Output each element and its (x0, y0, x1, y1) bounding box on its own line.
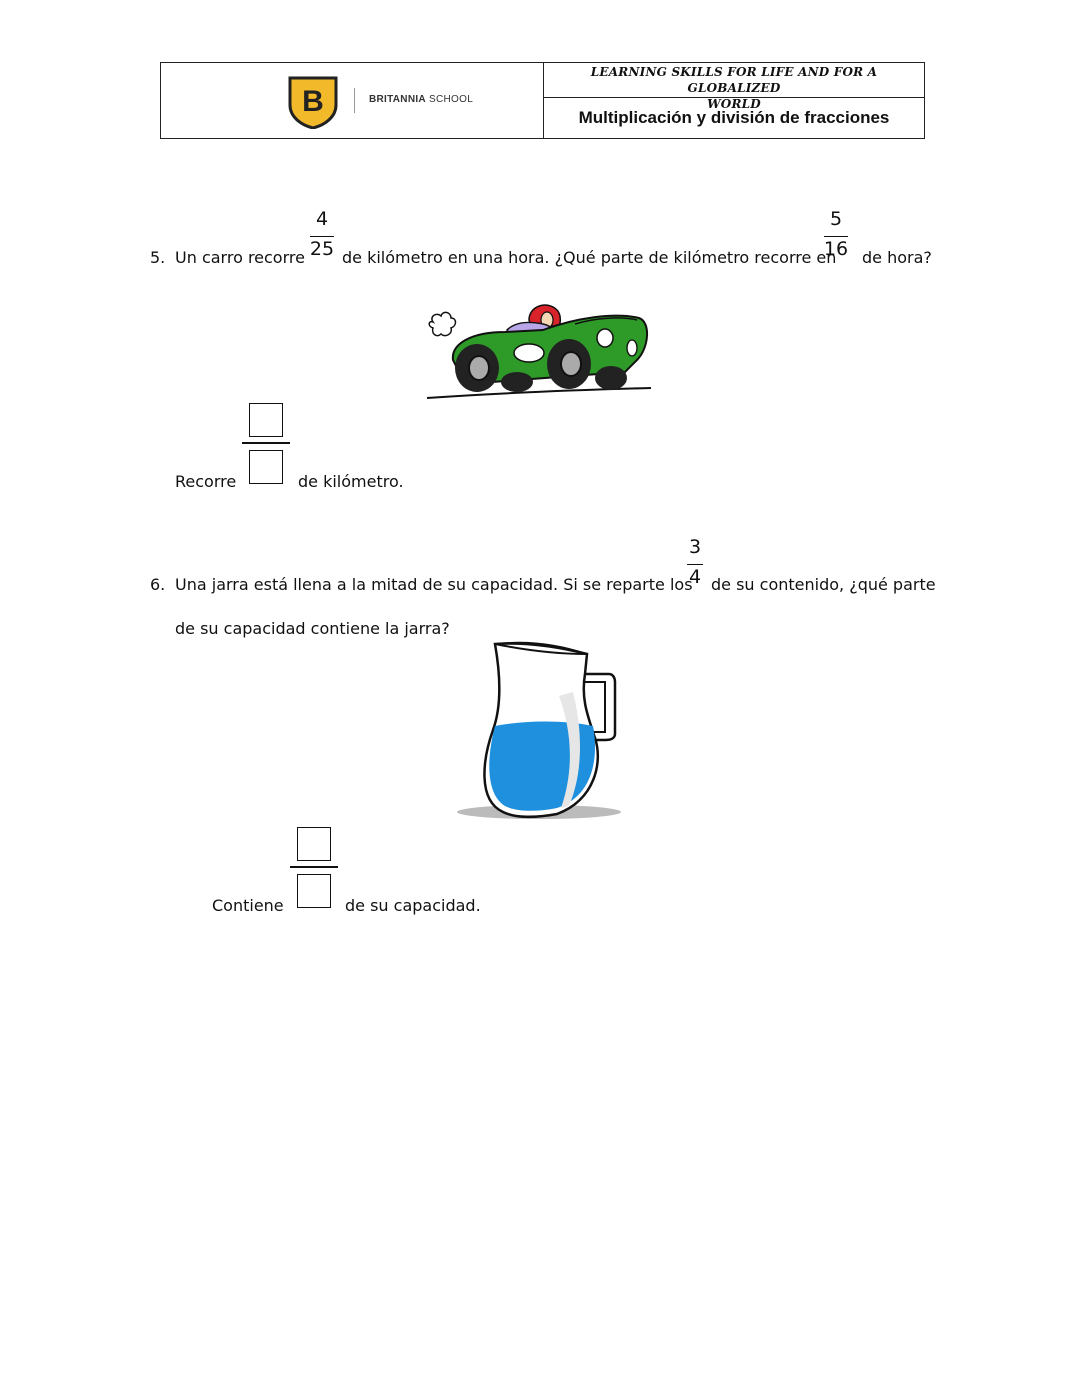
car-icon (425, 290, 655, 402)
q5-text-a: Un carro recorre (175, 248, 305, 267)
q5-frac1-denominator: 25 (309, 238, 335, 260)
brand-name (369, 94, 473, 105)
q6-answer-prefix: Contiene (212, 896, 284, 915)
britannia-shield-icon (287, 75, 339, 129)
q6-answer-fraction-bar (290, 866, 338, 868)
header-table (160, 62, 925, 139)
motto-line2: WORLD (707, 97, 761, 111)
pitcher-icon (455, 638, 625, 822)
q5-fraction-1 (307, 208, 337, 268)
logo-divider (354, 88, 355, 113)
q5-answer-fraction-bar (242, 442, 290, 444)
q5-text-c: de hora? (862, 248, 932, 267)
q6-denominator-answer-box[interactable] (297, 874, 331, 908)
q5-answer-prefix: Recorre (175, 472, 237, 491)
q6-fraction (680, 536, 710, 596)
brand-name-bold: BRITANNIA (369, 94, 426, 105)
q6-number: 6. (150, 575, 166, 594)
motto-line1: LEARNING SKILLS FOR LIFE AND FOR A GLOBALIZED (590, 65, 878, 95)
q6-frac-denominator: 4 (688, 566, 702, 588)
q5-numerator-answer-box[interactable] (249, 403, 283, 437)
q5-text-b: de kilómetro en una hora. ¿Qué parte de kilómetro recorre en (342, 248, 837, 267)
brand-name-suffix: SCHOOL (429, 94, 474, 105)
q5-answer-suffix: de kilómetro. (298, 472, 404, 491)
q6-text-b: de su contenido, ¿qué parte (711, 575, 936, 594)
header-logo-cell (161, 63, 544, 138)
q6-text-a: Una jarra está llena a la mitad de su capacidad. Si se reparte los (175, 575, 693, 594)
q5-frac2-denominator: 16 (823, 238, 849, 260)
subject-title: Multiplicación y división de fracciones (578, 108, 890, 127)
q6-answer-suffix: de su capacidad. (345, 896, 481, 915)
q5-frac2-numerator: 5 (829, 208, 843, 230)
q6-frac-numerator: 3 (688, 536, 702, 558)
q6-numerator-answer-box[interactable] (297, 827, 331, 861)
q5-fraction-2 (821, 208, 851, 268)
q5-denominator-answer-box[interactable] (249, 450, 283, 484)
svg-text:B: B (302, 85, 324, 118)
q5-number: 5. (150, 248, 166, 267)
q6-text-line2: de su capacidad contiene la jarra? (175, 619, 450, 638)
q5-frac1-numerator: 4 (315, 208, 329, 230)
header-motto (544, 63, 924, 111)
